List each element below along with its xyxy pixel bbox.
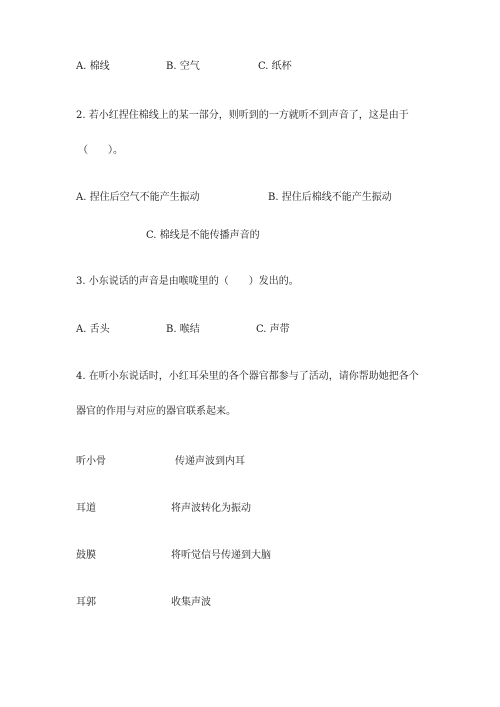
q3-option-b: B. 喉结 — [166, 324, 200, 335]
q4-organ-1: 听小骨 — [76, 456, 106, 467]
q3-stem: 3. 小东说话的声音是由喉咙里的（ ）发出的。 — [76, 276, 299, 287]
q2-option-b: B. 捏住后棉线不能产生振动 — [268, 192, 392, 203]
q1-option-c: C. 纸杯 — [258, 61, 292, 72]
q2-stem-line2: （ ）。 — [78, 145, 123, 156]
q4-stem-line2: 器官的作用与对应的器官联系起来。 — [76, 406, 236, 417]
q2-stem-line1: 2. 若小红捏住棉线上的某一部分，则听到的一方就听不到声音了，这是由于 — [76, 110, 409, 121]
q3-option-a: A. 舌头 — [76, 324, 110, 335]
q4-stem-line1: 4. 在听小东说话时，小红耳朵里的各个器官都参与了活动，请你帮助她把各个 — [76, 371, 419, 382]
q4-function-4: 收集声波 — [171, 597, 211, 608]
q4-organ-4: 耳郭 — [76, 597, 96, 608]
q4-function-3: 将听觉信号传递到大脑 — [171, 550, 271, 561]
q4-function-1: 传递声波到内耳 — [175, 456, 245, 467]
q2-option-a: A. 捏住后空气不能产生振动 — [76, 192, 200, 203]
q4-organ-2: 耳道 — [76, 503, 96, 514]
q4-function-2: 将声波转化为振动 — [171, 503, 251, 514]
q2-option-c: C. 棉线是不能传播声音的 — [146, 230, 260, 241]
q1-option-b: B. 空气 — [166, 61, 200, 72]
q3-option-c: C. 声带 — [256, 324, 290, 335]
q1-option-a: A. 棉线 — [76, 61, 110, 72]
q4-organ-3: 鼓膜 — [76, 550, 96, 561]
